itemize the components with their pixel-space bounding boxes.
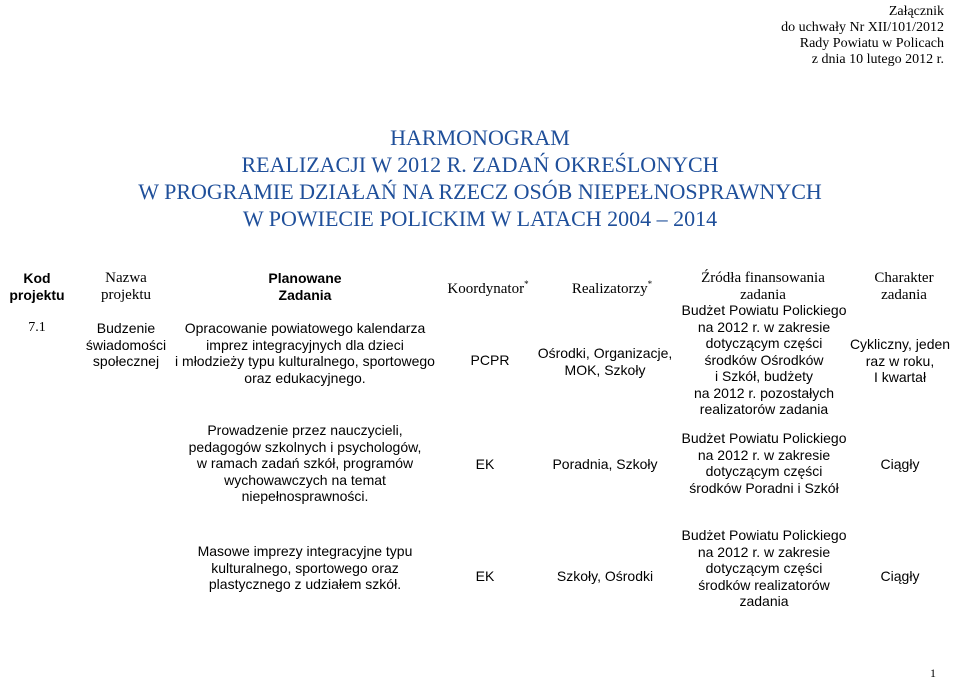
funding-line: na 2012 r. pozostałych (693, 384, 835, 401)
funding-line: Budżet Powiatu Polickiego (681, 302, 847, 318)
header-charakter (848, 270, 960, 303)
task-line: Opracowanie powiatowego kalendarza (184, 320, 426, 336)
funding-line: zadania (739, 593, 789, 609)
header-text: Charakter (874, 270, 934, 286)
task-line: Prowadzenie przez nauczycieli, (207, 422, 403, 438)
row1-coordinator: PCPR (470, 352, 510, 368)
task-line: pedagogów szkolnych i psychologów, (188, 438, 422, 455)
row1-funding (670, 302, 858, 418)
header-text: Źródła finansowania (701, 270, 825, 286)
character-line: Cykliczny, jeden (849, 336, 951, 352)
row2-character (840, 456, 960, 473)
header-koordynator (428, 276, 548, 298)
funding-line: dotyczącym części (705, 463, 823, 479)
funding-line: i Szkół, budżety (714, 368, 814, 384)
character-line: Ciągły (880, 568, 920, 584)
task-line: oraz edukacyjnego. (244, 369, 366, 386)
row2-task (170, 422, 440, 505)
header-planowane (230, 270, 380, 303)
task-line: imprez integracyjnych dla dzieci (206, 336, 404, 353)
funding-line: na 2012 r. w zakresie (697, 543, 831, 560)
funding-line: środków Ośrodków (704, 351, 824, 368)
header-text: zadania (740, 286, 786, 303)
task-line: wychowawczych na temat (224, 471, 386, 488)
task-line: niepełnosprawności. (241, 488, 369, 504)
row3-executors (532, 568, 678, 585)
name-line: Budzenie (96, 320, 156, 336)
attachment-note (781, 4, 944, 68)
row3-coordinator: EK (475, 568, 495, 584)
task-line: kulturalnego, sportowego oraz (211, 559, 399, 576)
task-line: w ramach zadań szkół, programów (196, 455, 414, 471)
page-number: 1 (930, 666, 936, 680)
executor-line: MOK, Szkoły (564, 361, 646, 378)
attachment-line: do uchwały Nr XII/101/2012 (781, 20, 944, 35)
executor-line: Ośrodki, Organizacje, (537, 345, 673, 361)
funding-line: dotyczącym części (705, 560, 823, 576)
header-text: Realizatorzy (571, 281, 648, 297)
character-line: Ciągły (880, 456, 920, 472)
executor-line: Szkoły, Ośrodki (556, 568, 654, 584)
row2-coordinator: EK (475, 456, 495, 472)
header-zrodla (678, 270, 848, 303)
header-text: projektu (101, 286, 151, 303)
row1-character (840, 336, 960, 386)
funding-line: Budżet Powiatu Polickiego (681, 527, 847, 543)
header-text: Planowane (268, 270, 342, 286)
row1-task (170, 320, 440, 386)
task-line: i młodzieży typu kulturalnego, sportowego (175, 353, 435, 369)
asterisk: * (524, 279, 529, 289)
header-text: zadania (881, 286, 927, 303)
asterisk: * (647, 279, 653, 289)
header-kod (8, 270, 66, 303)
funding-line: na 2012 r. w zakresie (697, 446, 831, 463)
project-code: 7.1 (28, 320, 46, 335)
funding-line: Budżet Powiatu Polickiego (681, 430, 847, 446)
row2-funding (670, 430, 858, 496)
attachment-line: z dnia 10 lutego 2012 r. (811, 52, 944, 67)
task-line: plastycznego z udziałem szkół. (208, 576, 402, 592)
funding-line: środków realizatorów (698, 576, 830, 593)
name-line: świadomości (85, 336, 167, 353)
funding-line: środków Poradni i Szkół (689, 479, 839, 496)
title-line: HARMONOGRAM (390, 125, 570, 150)
task-line: Masowe imprezy integracyjne typu (197, 543, 413, 559)
character-line: raz w roku, (865, 352, 935, 369)
header-text: projektu (9, 286, 65, 303)
title-line: W PROGRAMIE DZIAŁAŃ NA RZECZ OSÓB NIEPEŁNOSPRAWNYCH (138, 179, 822, 204)
funding-line: na 2012 r. w zakresie (697, 318, 831, 335)
header-text: Nazwa (105, 270, 147, 286)
attachment-line: Rady Powiatu w Policach (799, 36, 944, 51)
header-realizatorzy (556, 276, 668, 298)
document-title (0, 124, 960, 232)
title-line: W POWIECIE POLICKIM W LATACH 2004 – 2014 (242, 206, 718, 231)
executor-line: Poradnia, Szkoły (552, 456, 658, 472)
header-text: Kod (23, 270, 51, 286)
row3-funding (670, 527, 858, 610)
row3-task (170, 543, 440, 593)
header-nazwa (80, 270, 172, 303)
funding-line: realizatorów zadania (699, 401, 829, 417)
row3-character (840, 568, 960, 585)
character-line: I kwartał (873, 369, 927, 385)
name-line: społecznej (92, 353, 160, 369)
project-name (80, 320, 172, 370)
attachment-line: Załącznik (888, 4, 944, 19)
row2-executors (532, 456, 678, 473)
funding-line: dotyczącym części (705, 335, 823, 351)
row1-executors (532, 345, 678, 378)
title-line: REALIZACJI W 2012 R. ZADAŃ OKREŚLONYCH (241, 152, 719, 177)
header-text: Zadania (278, 286, 332, 303)
header-text: Koordynator (447, 281, 525, 297)
